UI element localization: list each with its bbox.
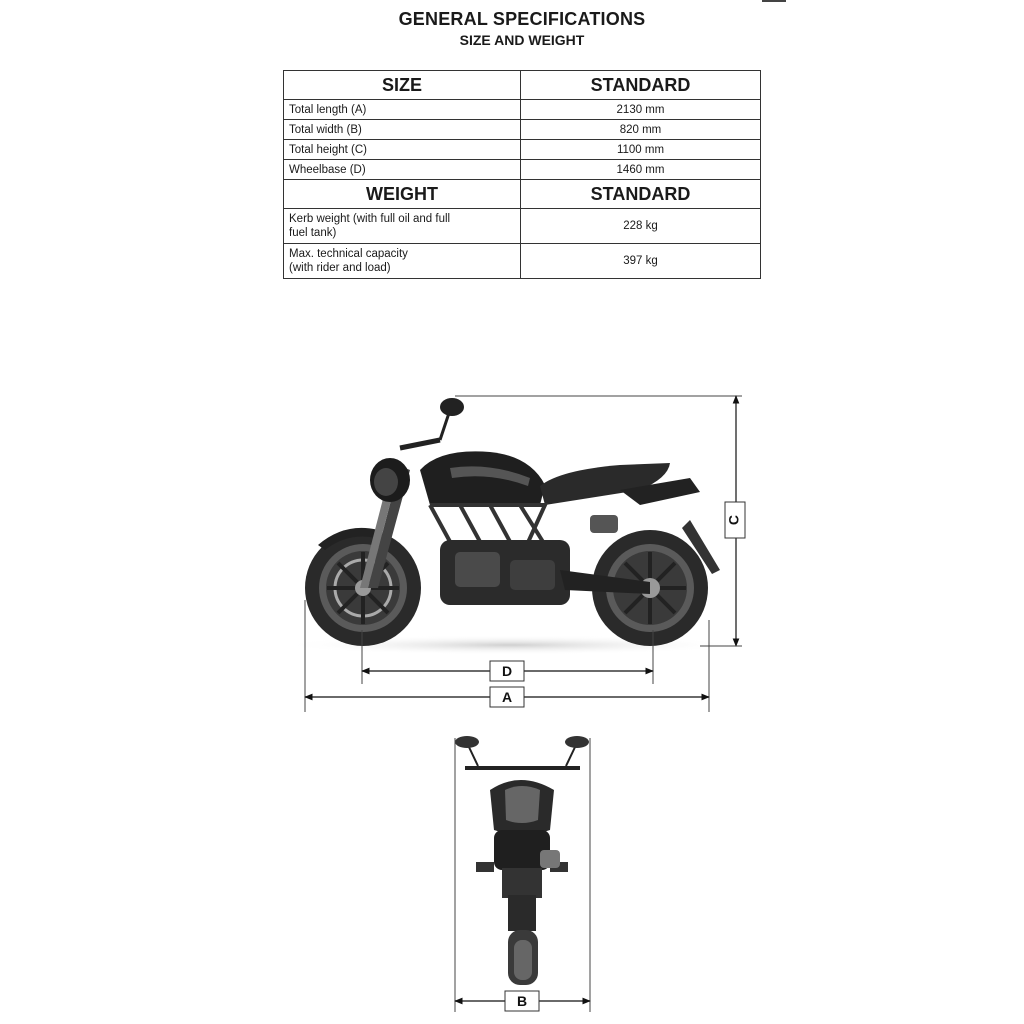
motorcycle-rear-view: [455, 736, 589, 985]
dimension-label-a: A: [501, 689, 513, 705]
page-subtitle: SIZE AND WEIGHT: [459, 32, 585, 48]
row-value: 228 kg: [521, 209, 761, 244]
row-label-line1: Max. technical capacity: [289, 248, 408, 260]
row-label: Wheelbase (D): [284, 160, 521, 180]
row-value: 1100 mm: [521, 140, 761, 160]
row-value: 397 kg: [521, 244, 761, 279]
row-value: 820 mm: [521, 120, 761, 140]
weight-header: WEIGHT: [284, 180, 521, 209]
dimension-label-d: D: [501, 663, 513, 679]
dimension-label-b: B: [516, 993, 528, 1009]
row-label: Total width (B): [284, 120, 521, 140]
row-label: Total length (A): [284, 100, 521, 120]
dimension-label-c: C: [725, 514, 742, 526]
page-title: GENERAL SPECIFICATIONS: [398, 9, 646, 29]
row-value: 2130 mm: [521, 100, 761, 120]
row-value: 1460 mm: [521, 160, 761, 180]
size-header: SIZE: [284, 71, 521, 100]
weight-standard-header: STANDARD: [521, 180, 761, 209]
size-standard-header: STANDARD: [521, 71, 761, 100]
row-label: Total height (C): [284, 140, 521, 160]
row-label-line2: fuel tank): [289, 227, 337, 239]
row-label-line1: Kerb weight (with full oil and full: [289, 213, 451, 225]
row-label-line2: (with rider and load): [289, 262, 391, 274]
motorcycle-side-view: [280, 398, 740, 655]
